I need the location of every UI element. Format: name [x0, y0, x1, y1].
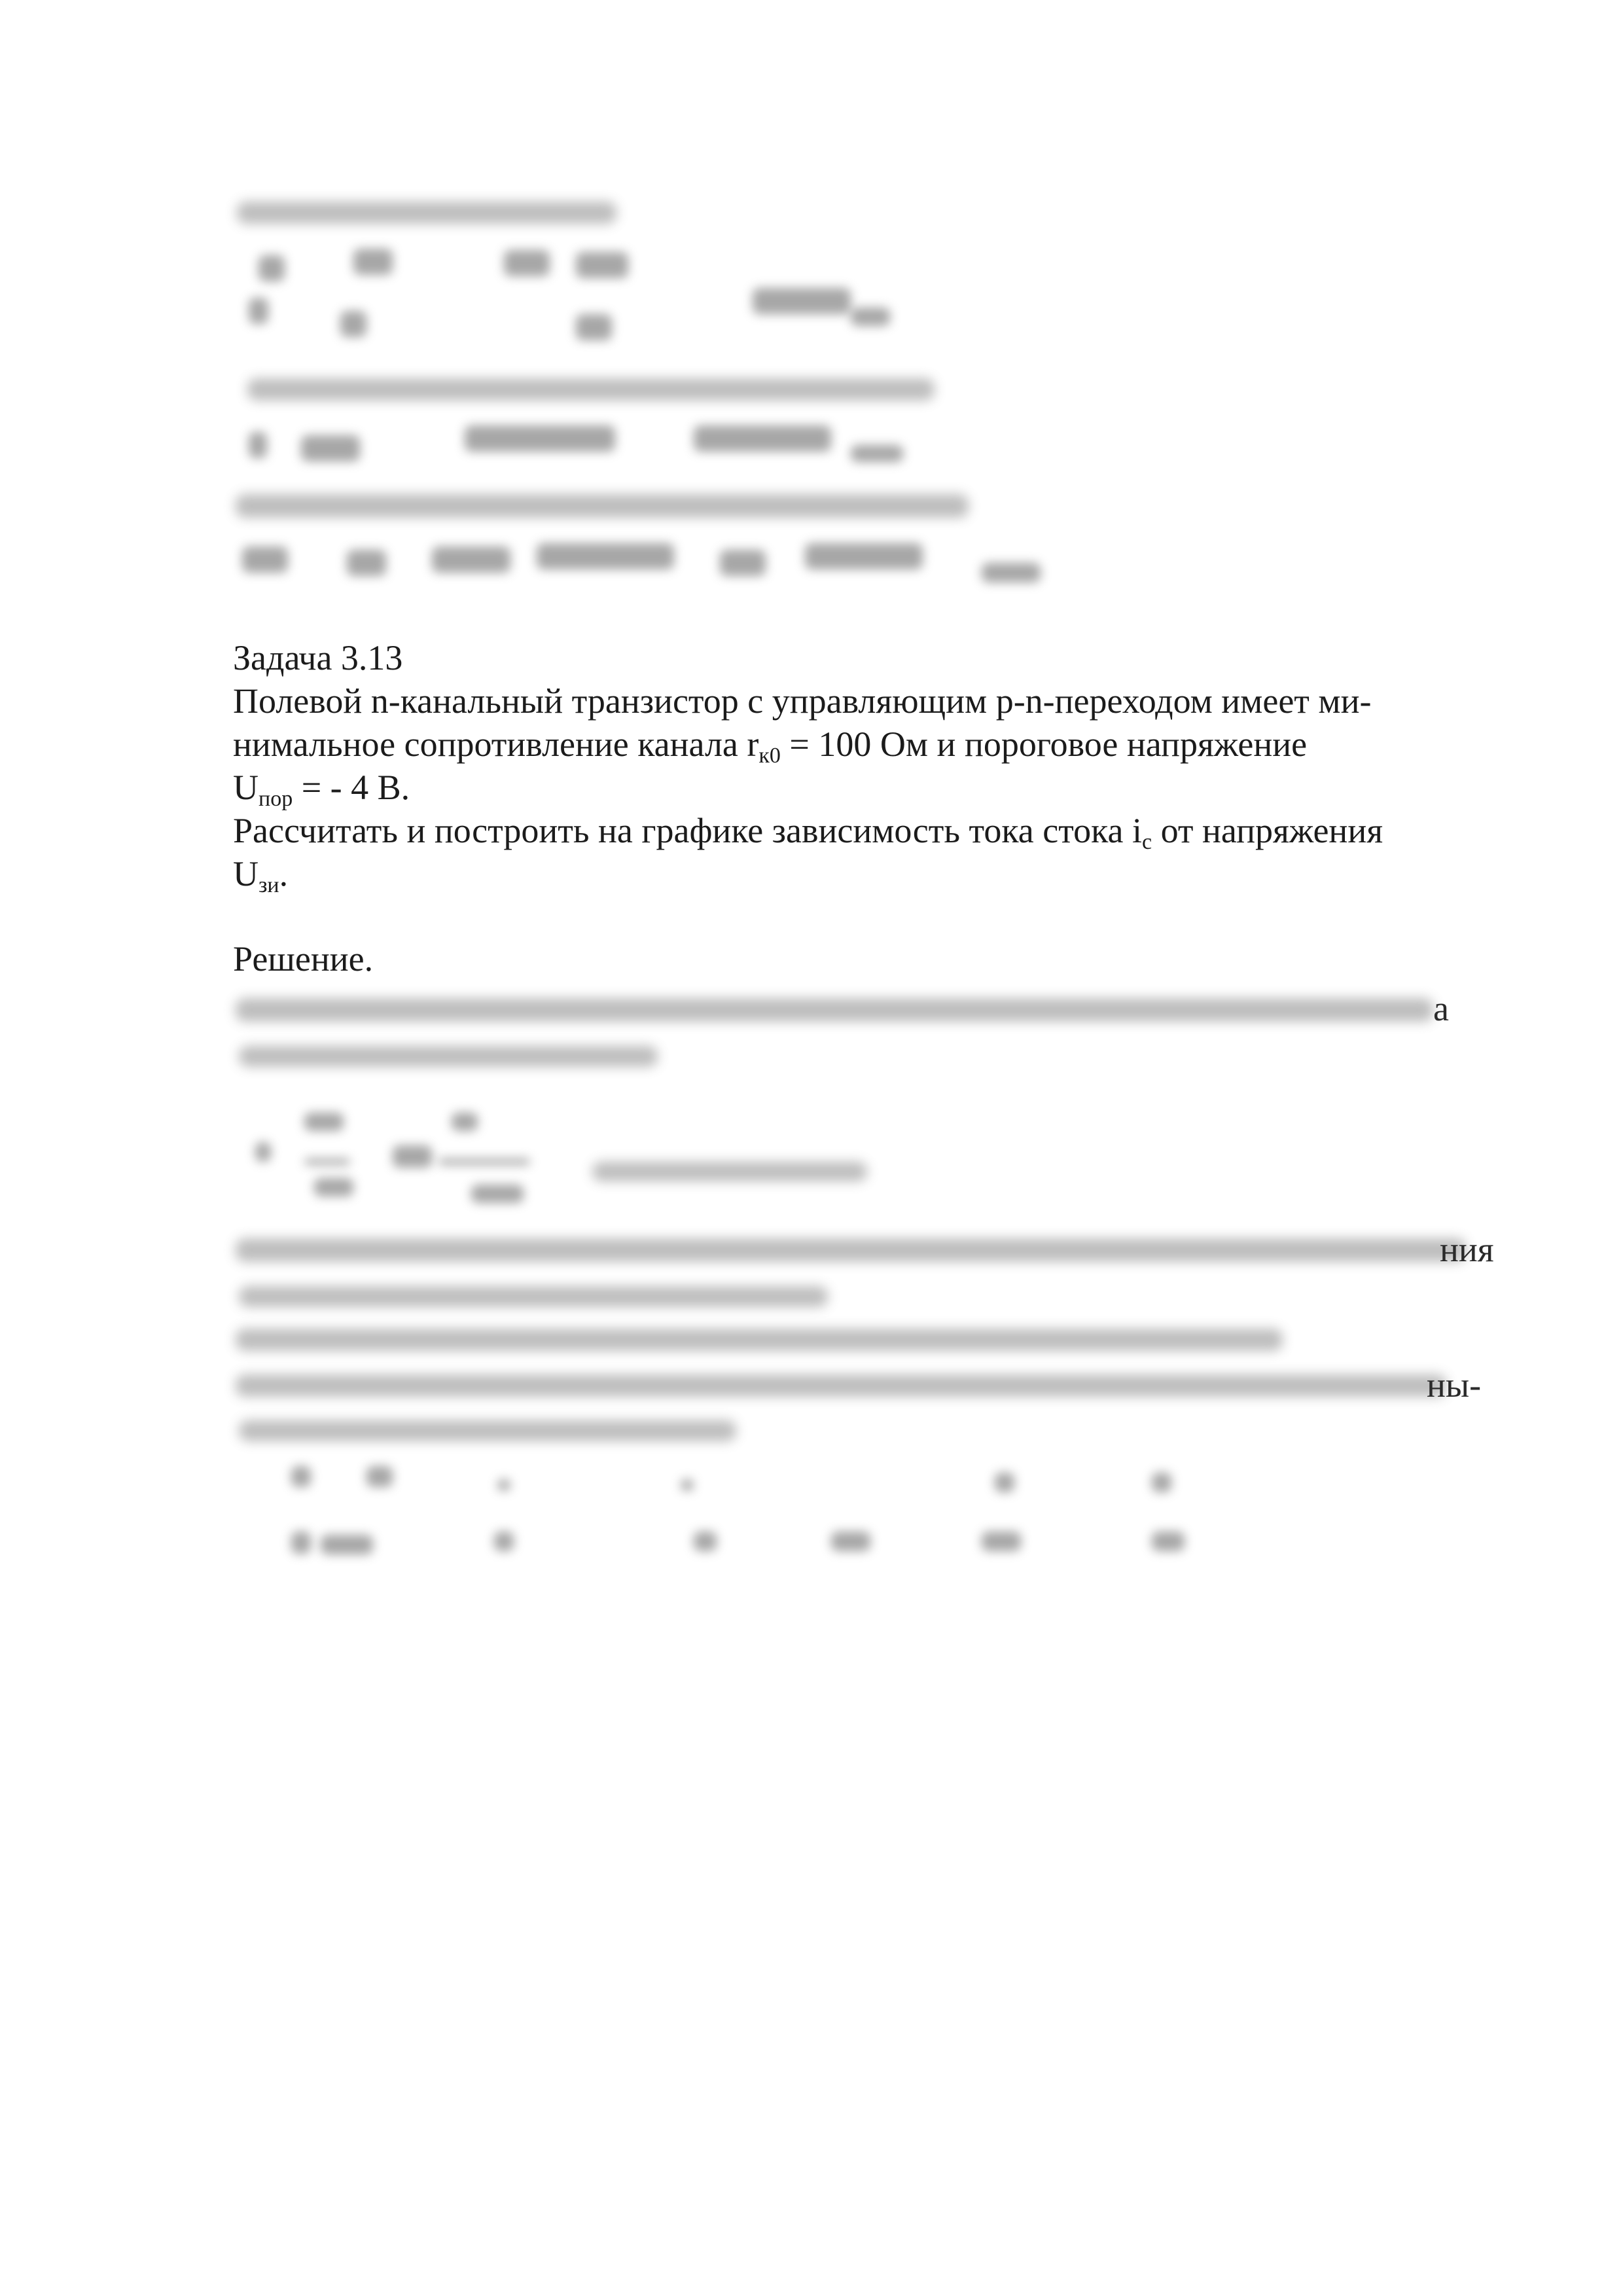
solution-heading-text: Решение. — [233, 939, 374, 978]
problem-line-4: Рассчитать и построить на графике зависимость тока стока $i_с$ от напряжения — [233, 811, 1383, 854]
problem-line-2: нимальное сопротивление канала $r_{к0} = 100$ Ом и пороговое напряжение — [233, 725, 1308, 768]
solution-heading — [233, 937, 373, 980]
fragment-a: а — [1433, 989, 1449, 1028]
fragment-nia: ния — [1440, 1230, 1494, 1269]
problem-statement — [233, 636, 1383, 895]
problem-line-3: $U_{пор}$ = - 4 В. — [233, 768, 410, 811]
fragment-ny: ны- — [1427, 1365, 1482, 1405]
problem-line-1: Полевой n-канальный транзистор с управляющим p-n-переходом имеет ми- — [233, 681, 1372, 721]
problem-title: Задача 3.13 — [233, 638, 403, 677]
problem-line-5: $U_{зи}$. — [233, 854, 289, 897]
